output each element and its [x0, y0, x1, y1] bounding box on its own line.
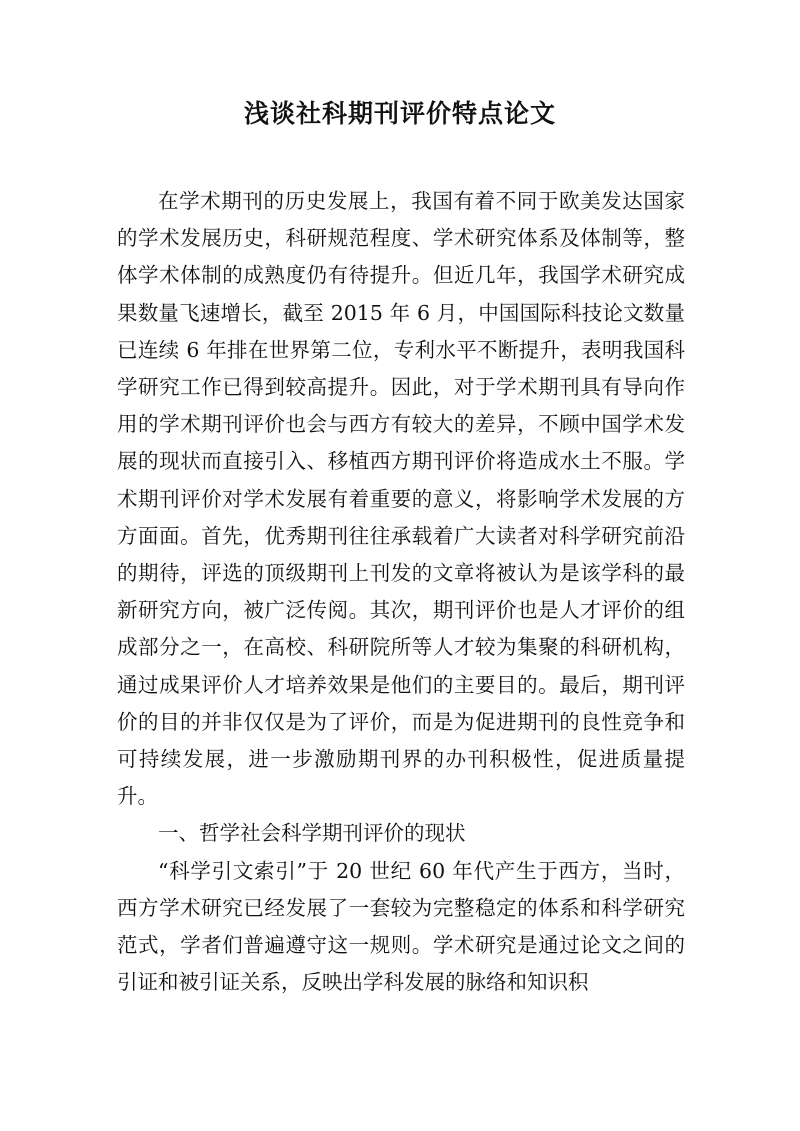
paragraph-section-1: “科学引文索引”于 20 世纪 60 年代产生于西方，当时，西方学术研究已经发展了一套较为完整稳定的体系和科学研究范式，学者们普遍遵守这一规则。学术研究是通过论文之间的引证和被引证关系，反映出学科发展的脉络和知识积: [117, 858, 685, 995]
document-body: [117, 183, 685, 1001]
section-heading: 一、哲学社会科学期刊评价的现状: [158, 821, 466, 846]
paragraph-intro: 在学术期刊的历史发展上，我国有着不同于欧美发达国家的学术发展历史，科研规范程度、学术研究体系及体制等，整体学术体制的成熟度仍有待提升。但近几年，我国学术研究成果数量飞速增长，截至 2015 年 6 月，中国国际科技论文数量已连续 6 年排在世界第二位，专利水平不断提升，表明我国科学研究工作已得到较高提升。因此，对于学术期刊具有导向作用的学术期刊评价也会与西方有较大的差异，不顾中国学术发展的现状而直接引入、移植西方期刊评价将造成水土不服。学术期刊评价对学术发展有着重要的意义，将影响学术发展的方方面面。首先，优秀期刊往往承载着广大读者对科学研究前沿的期待，评选的顶级期刊上刊发的文章将被认为是该学科的最新研究方向，被广泛传阅。其次，期刊评价也是人才评价的组成部分之一，在高校、科研院所等人才较为集聚的科研机构，通过成果评价人才培养效果是他们的主要目的。最后，期刊评价的目的并非仅仅是为了评价，而是为促进期刊的良性竞争和可持续发展，进一步激励期刊界的办刊积极性，促进质量提升。: [117, 189, 685, 809]
document-title: 浅谈社科期刊评价特点论文: [243, 99, 556, 128]
